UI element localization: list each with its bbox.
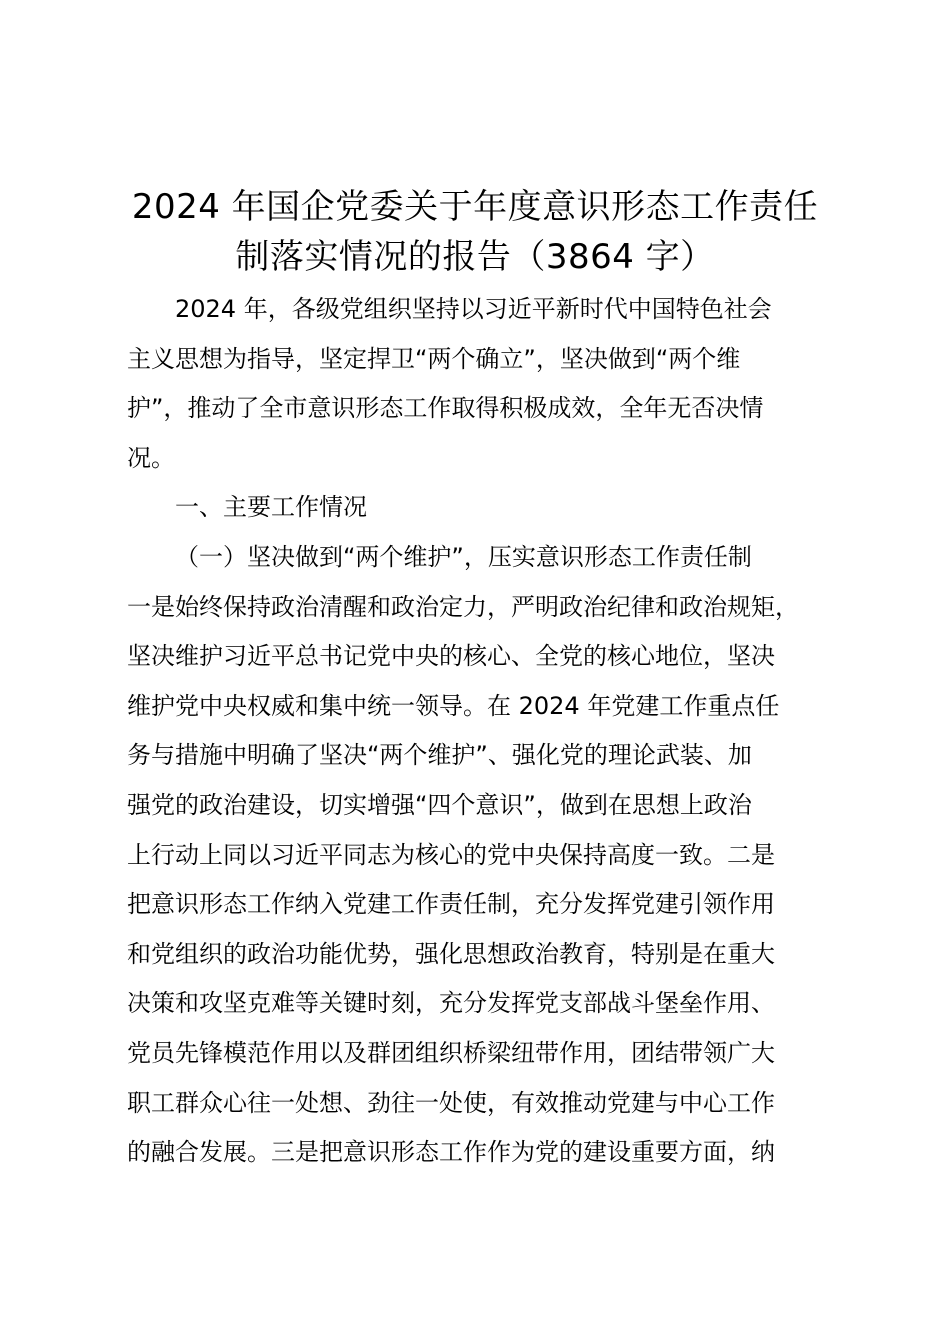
document-body (127, 285, 833, 1178)
paragraph-line: 和党组织的政治功能优势，强化思想政治教育，特别是在重大 (127, 939, 775, 968)
paragraph-line: 2024 年，各级党组织坚持以习近平新时代中国特色社会 (175, 295, 772, 323)
paragraph-line: 主义思想为指导，坚定捍卫“两个确立”，坚决做到“两个维 (127, 344, 741, 373)
paragraph-line: 上行动上同以习近平同志为核心的党中央保持高度一致。二是 (127, 840, 775, 869)
paragraph-line: 把意识形态工作纳入党建工作责任制，充分发挥党建引领作用 (127, 890, 775, 919)
paragraph-line: 护”，推动了全市意识形态工作取得积极成效，全年无否决情 (127, 394, 764, 423)
paragraph-line: 坚决维护习近平总书记党中央的核心、全党的核心地位，坚决 (127, 642, 775, 671)
subsection-heading: （一）坚决做到“两个维护”，压实意识形态工作责任制 (175, 542, 752, 571)
section-heading: 一、主要工作情况 (175, 493, 367, 522)
paragraph-line: 的融合发展。三是把意识形态工作作为党的建设重要方面，纳 (127, 1138, 775, 1167)
title-line: 制落实情况的报告（3864 字） (235, 237, 715, 277)
paragraph-line: 决策和攻坚克难等关键时刻，充分发挥党支部战斗堡垒作用、 (127, 989, 775, 1018)
paragraph-line: 党员先锋模范作用以及群团组织桥梁纽带作用，团结带领广大 (127, 1038, 775, 1067)
paragraph-line: 况。 (127, 443, 175, 472)
title-line: 2024 年国企党委关于年度意识形态工作责任 (131, 187, 819, 227)
paragraph-line: 维护党中央权威和集中统一领导。在 2024 年党建工作重点任 (127, 691, 780, 720)
paragraph-line: 务与措施中明确了坚决“两个维护”、强化党的理论武装、加 (127, 741, 752, 770)
paragraph-line: 一是始终保持政治清醒和政治定力，严明政治纪律和政治规矩， (127, 592, 799, 621)
paragraph-line: 强党的政治建设，切实增强“四个意识”，做到在思想上政治 (127, 790, 752, 819)
document-title (120, 182, 830, 282)
paragraph-line: 职工群众心往一处想、劲往一处使，有效推动党建与中心工作 (127, 1088, 775, 1117)
